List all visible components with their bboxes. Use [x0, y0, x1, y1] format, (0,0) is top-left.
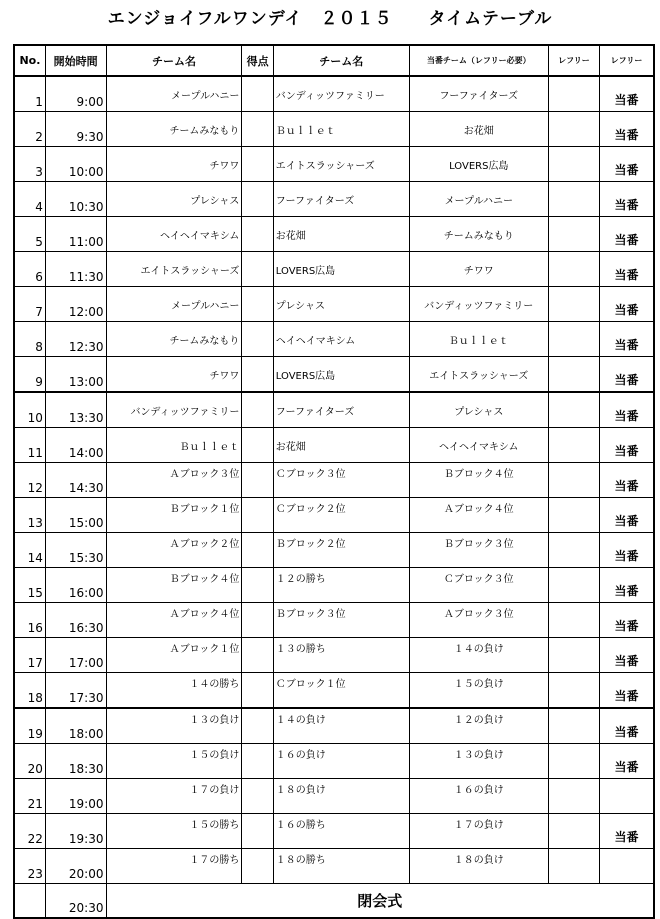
table-row	[14, 603, 654, 638]
table-row	[14, 357, 654, 393]
referee-1	[548, 147, 599, 182]
score-cell	[242, 322, 273, 357]
row-number: 16	[14, 603, 45, 638]
start-time: 12:00	[45, 287, 106, 322]
header-team-name-1: チーム名	[106, 45, 242, 76]
team-name-2: Ｃブロック３位	[273, 463, 409, 498]
row-number: 8	[14, 322, 45, 357]
referee-1	[548, 428, 599, 463]
team-name-1: １５の勝ち	[106, 814, 242, 849]
page-title: エンジョイフルワンデイ ２０１５ タイムテーブル	[107, 9, 553, 29]
score-cell	[242, 357, 273, 393]
table-row	[14, 428, 654, 463]
referee-2: 当番	[600, 217, 654, 252]
referee-1	[548, 392, 599, 428]
score-cell	[242, 112, 273, 147]
table-row	[14, 744, 654, 779]
team-name-1: プレシャス	[106, 182, 242, 217]
row-number: 17	[14, 638, 45, 673]
start-time: 13:30	[45, 392, 106, 428]
duty-team: プレシャス	[409, 392, 548, 428]
team-name-1: メープルハニー	[106, 287, 242, 322]
team-name-1: チワワ	[106, 147, 242, 182]
row-number: 1	[14, 76, 45, 112]
referee-1	[548, 638, 599, 673]
referee-1	[548, 533, 599, 568]
team-name-2: Ｂｕｌｌｅｔ	[273, 112, 409, 147]
row-number	[14, 884, 45, 919]
header-referee-2: レフリー	[600, 45, 654, 76]
referee-2: 当番	[600, 357, 654, 393]
table-row	[14, 76, 654, 112]
team-name-2: Ｃブロック１位	[273, 673, 409, 709]
score-cell	[242, 182, 273, 217]
row-number: 9	[14, 357, 45, 393]
referee-1	[548, 112, 599, 147]
row-number: 12	[14, 463, 45, 498]
duty-team: Ｃブロック３位	[409, 568, 548, 603]
closing-time: 20:30	[45, 884, 106, 919]
referee-1	[548, 287, 599, 322]
team-name-2: １８の勝ち	[273, 849, 409, 884]
team-name-2: お花畑	[273, 428, 409, 463]
score-cell	[242, 463, 273, 498]
duty-team: お花畑	[409, 112, 548, 147]
team-name-2: フーファイターズ	[273, 182, 409, 217]
start-time: 19:30	[45, 814, 106, 849]
score-cell	[242, 603, 273, 638]
referee-2: 当番	[600, 498, 654, 533]
table-row	[14, 533, 654, 568]
start-time: 16:00	[45, 568, 106, 603]
duty-team: Ｂｕｌｌｅｔ	[409, 322, 548, 357]
team-name-2: Ｂブロック３位	[273, 603, 409, 638]
duty-team: エイトスラッシャーズ	[409, 357, 548, 393]
referee-2: 当番	[600, 568, 654, 603]
team-name-1: Ａブロック１位	[106, 638, 242, 673]
team-name-2: ヘイヘイマキシム	[273, 322, 409, 357]
row-number: 3	[14, 147, 45, 182]
duty-team: ヘイヘイマキシム	[409, 428, 548, 463]
referee-1	[548, 217, 599, 252]
row-number: 2	[14, 112, 45, 147]
row-number: 19	[14, 708, 45, 744]
referee-1	[548, 76, 599, 112]
duty-team: Ａブロック４位	[409, 498, 548, 533]
header-team-name-2: チーム名	[273, 45, 409, 76]
row-number: 14	[14, 533, 45, 568]
duty-team: チームみなもり	[409, 217, 548, 252]
duty-team: フーファイターズ	[409, 76, 548, 112]
team-name-1: チワワ	[106, 357, 242, 393]
start-time: 14:30	[45, 463, 106, 498]
duty-team: Ｂブロック４位	[409, 463, 548, 498]
referee-2: 当番	[600, 708, 654, 744]
referee-2: 当番	[600, 287, 654, 322]
table-row	[14, 673, 654, 709]
duty-team: メープルハニー	[409, 182, 548, 217]
table-row	[14, 708, 654, 744]
score-cell	[242, 744, 273, 779]
table-row	[14, 814, 654, 849]
team-name-2: エイトスラッシャーズ	[273, 147, 409, 182]
referee-2: 当番	[600, 76, 654, 112]
team-name-2: LOVERS広島	[273, 357, 409, 393]
header-referee-1: レフリー	[548, 45, 599, 76]
team-name-2: Ｃブロック２位	[273, 498, 409, 533]
referee-2: 当番	[600, 392, 654, 428]
row-number: 13	[14, 498, 45, 533]
duty-team: １７の負け	[409, 814, 548, 849]
referee-1	[548, 498, 599, 533]
start-time: 20:00	[45, 849, 106, 884]
start-time: 10:30	[45, 182, 106, 217]
row-number: 5	[14, 217, 45, 252]
duty-team: １６の負け	[409, 779, 548, 814]
score-cell	[242, 287, 273, 322]
referee-1	[548, 182, 599, 217]
team-name-1: エイトスラッシャーズ	[106, 252, 242, 287]
timetable	[13, 44, 655, 919]
start-time: 13:00	[45, 357, 106, 393]
team-name-1: Ｂｕｌｌｅｔ	[106, 428, 242, 463]
score-cell	[242, 76, 273, 112]
duty-team: １８の負け	[409, 849, 548, 884]
score-cell	[242, 568, 273, 603]
referee-1	[548, 673, 599, 709]
score-cell	[242, 533, 273, 568]
referee-1	[548, 814, 599, 849]
team-name-1: １４の勝ち	[106, 673, 242, 709]
referee-1	[548, 252, 599, 287]
row-number: 7	[14, 287, 45, 322]
referee-2: 当番	[600, 463, 654, 498]
table-row	[14, 779, 654, 814]
team-name-1: Ｂブロック１位	[106, 498, 242, 533]
score-cell	[242, 638, 273, 673]
referee-2	[600, 779, 654, 814]
referee-1	[548, 568, 599, 603]
table-row	[14, 182, 654, 217]
row-number: 18	[14, 673, 45, 709]
referee-1	[548, 744, 599, 779]
table-row	[14, 392, 654, 428]
start-time: 16:30	[45, 603, 106, 638]
table-row	[14, 252, 654, 287]
team-name-1: チームみなもり	[106, 112, 242, 147]
duty-team: １４の負け	[409, 638, 548, 673]
header-score: 得点	[242, 45, 273, 76]
header-row	[14, 45, 654, 76]
score-cell	[242, 392, 273, 428]
referee-2: 当番	[600, 533, 654, 568]
team-name-2: １２の勝ち	[273, 568, 409, 603]
team-name-2: プレシャス	[273, 287, 409, 322]
referee-1	[548, 322, 599, 357]
team-name-1: ヘイヘイマキシム	[106, 217, 242, 252]
row-number: 20	[14, 744, 45, 779]
header-start-time: 開始時間	[45, 45, 106, 76]
score-cell	[242, 147, 273, 182]
table-row	[14, 322, 654, 357]
start-time: 19:00	[45, 779, 106, 814]
start-time: 15:00	[45, 498, 106, 533]
team-name-1: Ａブロック４位	[106, 603, 242, 638]
row-number: 10	[14, 392, 45, 428]
row-number: 4	[14, 182, 45, 217]
referee-2: 当番	[600, 673, 654, 709]
closing-ceremony: 閉会式	[106, 884, 654, 919]
start-time: 12:30	[45, 322, 106, 357]
team-name-1: Ｂブロック４位	[106, 568, 242, 603]
referee-2: 当番	[600, 112, 654, 147]
header-no: No.	[14, 45, 45, 76]
score-cell	[242, 217, 273, 252]
row-number: 21	[14, 779, 45, 814]
referee-2: 当番	[600, 638, 654, 673]
table-row	[14, 849, 654, 884]
duty-team: バンディッツファミリー	[409, 287, 548, 322]
table-row	[14, 498, 654, 533]
referee-1	[548, 357, 599, 393]
team-name-2: １８の負け	[273, 779, 409, 814]
score-cell	[242, 814, 273, 849]
team-name-1: チームみなもり	[106, 322, 242, 357]
team-name-1: メープルハニー	[106, 76, 242, 112]
team-name-2: お花畑	[273, 217, 409, 252]
row-number: 15	[14, 568, 45, 603]
duty-team: LOVERS広島	[409, 147, 548, 182]
team-name-2: Ｂブロック２位	[273, 533, 409, 568]
team-name-2: LOVERS広島	[273, 252, 409, 287]
row-number: 11	[14, 428, 45, 463]
start-time: 18:30	[45, 744, 106, 779]
start-time: 11:30	[45, 252, 106, 287]
score-cell	[242, 708, 273, 744]
score-cell	[242, 498, 273, 533]
referee-2: 当番	[600, 603, 654, 638]
table-row	[14, 568, 654, 603]
referee-1	[548, 603, 599, 638]
referee-1	[548, 849, 599, 884]
score-cell	[242, 849, 273, 884]
team-name-1: バンディッツファミリー	[106, 392, 242, 428]
team-name-1: １３の負け	[106, 708, 242, 744]
start-time: 14:00	[45, 428, 106, 463]
start-time: 17:00	[45, 638, 106, 673]
team-name-1: Ａブロック３位	[106, 463, 242, 498]
start-time: 18:00	[45, 708, 106, 744]
table-row	[14, 463, 654, 498]
referee-2: 当番	[600, 814, 654, 849]
team-name-2: １４の負け	[273, 708, 409, 744]
table-row	[14, 638, 654, 673]
table-row	[14, 112, 654, 147]
team-name-2: １３の勝ち	[273, 638, 409, 673]
start-time: 10:00	[45, 147, 106, 182]
referee-2: 当番	[600, 252, 654, 287]
header-duty-team: 当番チーム（レフリー必要）	[409, 45, 548, 76]
referee-2: 当番	[600, 322, 654, 357]
start-time: 17:30	[45, 673, 106, 709]
team-name-1: １５の負け	[106, 744, 242, 779]
referee-1	[548, 779, 599, 814]
referee-2: 当番	[600, 428, 654, 463]
team-name-2: １６の負け	[273, 744, 409, 779]
duty-team: １２の負け	[409, 708, 548, 744]
start-time: 11:00	[45, 217, 106, 252]
score-cell	[242, 673, 273, 709]
team-name-1: １７の負け	[106, 779, 242, 814]
referee-2	[600, 849, 654, 884]
score-cell	[242, 779, 273, 814]
duty-team: １３の負け	[409, 744, 548, 779]
score-cell	[242, 428, 273, 463]
duty-team: Ａブロック３位	[409, 603, 548, 638]
team-name-1: １７の勝ち	[106, 849, 242, 884]
duty-team: １５の負け	[409, 673, 548, 709]
duty-team: Ｂブロック３位	[409, 533, 548, 568]
referee-1	[548, 708, 599, 744]
referee-1	[548, 463, 599, 498]
team-name-1: Ａブロック２位	[106, 533, 242, 568]
referee-2: 当番	[600, 147, 654, 182]
team-name-2: １６の勝ち	[273, 814, 409, 849]
table-row	[14, 217, 654, 252]
closing-row	[14, 884, 654, 919]
team-name-2: バンディッツファミリー	[273, 76, 409, 112]
table-row	[14, 287, 654, 322]
referee-2: 当番	[600, 744, 654, 779]
row-number: 22	[14, 814, 45, 849]
score-cell	[242, 252, 273, 287]
duty-team: チワワ	[409, 252, 548, 287]
start-time: 9:00	[45, 76, 106, 112]
table-row	[14, 147, 654, 182]
team-name-2: フーファイターズ	[273, 392, 409, 428]
start-time: 15:30	[45, 533, 106, 568]
start-time: 9:30	[45, 112, 106, 147]
referee-2: 当番	[600, 182, 654, 217]
row-number: 23	[14, 849, 45, 884]
row-number: 6	[14, 252, 45, 287]
